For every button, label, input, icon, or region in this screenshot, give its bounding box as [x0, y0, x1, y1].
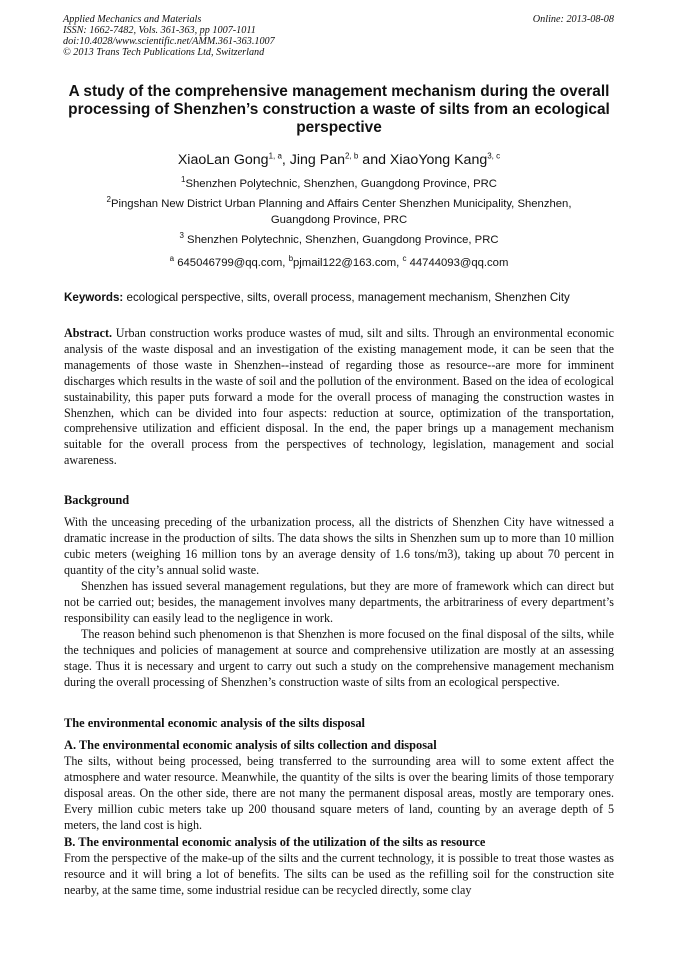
keywords — [64, 291, 618, 304]
affiliation-sup: 1 — [181, 175, 186, 185]
doi-line: doi:10.4028/www.scientific.net/AMM.361-363.1007 — [63, 36, 275, 47]
abstract-label: Abstract. — [64, 326, 113, 340]
background-heading: Background — [64, 493, 130, 507]
issn-line: ISSN: 1662-7482, Vols. 361-363, pp 1007-1011 — [63, 25, 256, 36]
email-sup: a — [169, 254, 175, 264]
author-sep: , — [281, 152, 290, 168]
author-sup: 2, b — [345, 151, 359, 161]
paper-title: A study of the comprehensive management mechanism during the overall processing of Shenzhen’s construction a waste of silts from an ecological perspective — [68, 83, 610, 136]
abstract-text: Urban construction works produce wastes of mud, silt and silts. Through an environmental economic analysis of the waste disposal and an investigation of the existing management mode, it can be seen that the managements of those waste in Shenzhen--instead of regarding those as resource--are more for imminent discharges which results in the waste of soil and the pollution of the environment. Based on the idea of ecological sustainability, this paper puts forward a mode for the overall process of managing the construction wastes in Shenzhen, which can be divided into four aspects: reduction at source, optimization of the transportation, comprehensive utilization and efficient disposal. In the end, the paper brings up a management mechanism suitable for the overall process from the perspectives of technology, legislation, management and social awareness. — [64, 326, 614, 468]
subsection-b-heading: B. The environmental economic analysis of the utilization of the silts as resource — [64, 835, 486, 849]
background-paragraph-3: The reason behind such phenomenon is that Shenzhen is more focused on the final disposal of the silts, while the techniques and policies of management at source and comprehensive utilization are mostly at an assessing stage. Thus it is necessary and urgent to carry out such a study on the comprehensive management mechanism during the overall processing of Shenzhen’s construction waste of silts from an ecological perspective. — [64, 627, 614, 689]
affiliation-text: Pingshan New District Urban Planning and Affairs Center Shenzhen Municipality, Shenzhen, Guangdong Province, PRC — [110, 198, 572, 226]
author-sup: 1, a — [268, 151, 282, 161]
keywords-text: ecological perspective, silts, overall process, management mechanism, Shenzhen City — [123, 291, 570, 304]
background-paragraph-2: Shenzhen has issued several management regulations, but they are more of framework which can direct but not be carried out; besides, the management involves many departments, the arbitrariness of every department’s responsibility can easily lead to the negligence in work. — [64, 579, 614, 625]
subsection-b-paragraph: From the perspective of the make-up of the silts and the current technology, it is possible to treat those wastes as resource and it will bring a lot of benefits. The silts can be used as the refilling soil for the construction site nearby, at the same time, some industrial residue can be recycled directly, some clay — [64, 851, 614, 897]
author-name: XiaoLan Gong — [177, 152, 269, 168]
affiliation-3 — [70, 232, 608, 248]
journal-name: Applied Mechanics and Materials — [63, 14, 202, 25]
affiliation-sup: 3 — [179, 231, 184, 241]
subsection-a-paragraph: The silts, without being processed, being transferred to the surrounding area will to some extent affect the atmosphere and water resource. Meanwhile, the quantity of the silts is over the bearing limits of those temporary disposal areas. On the other side, there are not many the permanent disposal areas, mostly are temporary ones. Every million cubic meters take up 200 thousand square meters of land, counting by an average depth of 5 meters, the land cost is high. — [64, 754, 614, 832]
affiliation-1 — [70, 176, 608, 192]
email-b[interactable]: pjmail122@163.com, — [293, 257, 403, 269]
author-sep: and — [358, 152, 390, 168]
email-sup: c — [402, 254, 407, 264]
email-line — [70, 255, 608, 271]
author-name: Jing Pan — [289, 152, 346, 168]
email-sup: b — [288, 254, 294, 264]
author-name: XiaoYong Kang — [389, 152, 488, 168]
email-a[interactable]: 645046799@qq.com, — [174, 257, 289, 269]
email-c[interactable]: 44744093@qq.com — [406, 257, 509, 269]
affiliation-2 — [76, 196, 602, 228]
copyright-line: © 2013 Trans Tech Publications Ltd, Switzerland — [63, 47, 265, 58]
affiliation-sup: 2 — [106, 195, 111, 205]
keywords-label: Keywords: — [64, 291, 124, 304]
affiliation-text: Shenzhen Polytechnic, Shenzhen, Guangdong Province, PRC — [183, 234, 499, 246]
subsection-a-heading: A. The environmental economic analysis of silts collection and disposal — [64, 738, 437, 752]
author-list — [40, 152, 638, 168]
page-header — [63, 14, 614, 58]
abstract — [64, 326, 614, 469]
author-sup: 3, c — [487, 151, 501, 161]
affiliation-text: Shenzhen Polytechnic, Shenzhen, Guangdong Province, PRC — [185, 178, 497, 190]
online-date: Online: 2013-08-08 — [532, 14, 614, 25]
background-paragraph-1: With the unceasing preceding of the urbanization process, all the districts of Shenzhen City have witnessed a dramatic increase in the production of silts. The data shows the silts in Shenzhen sum up to more than 10 million cubic meters (weighing 16 million tons by an average density of 1.6 tons/m3), taking up about 70 percent in quantity of the city’s annual solid waste. — [64, 515, 614, 577]
section-heading-env: The environmental economic analysis of the silts disposal — [64, 716, 365, 730]
